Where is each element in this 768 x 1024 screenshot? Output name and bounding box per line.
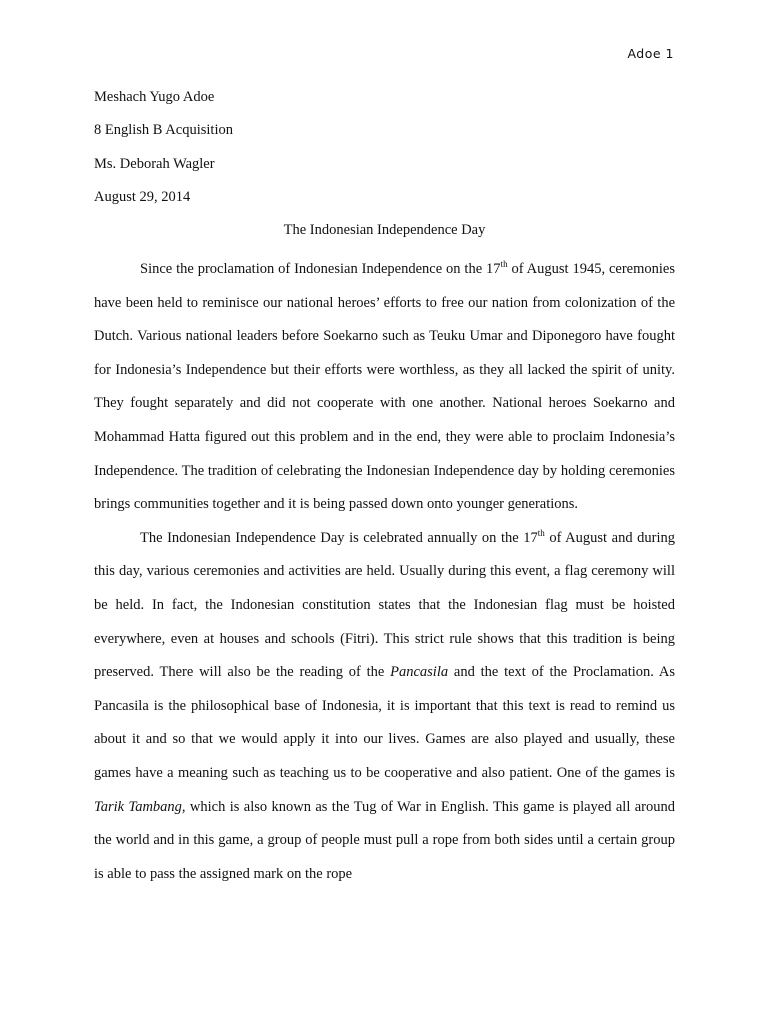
p1-text-a: Since the proclamation of Indonesian Independence on the 17 [140, 261, 501, 277]
essay-title: The Indonesian Independence Day [283, 222, 486, 238]
paragraph-1 [94, 253, 675, 522]
p1-ordinal-suffix: th [500, 259, 508, 269]
essay-body [94, 253, 675, 891]
course-name: 8 English B Acquisition [94, 122, 233, 138]
p2-text-c: and the text of the Proclamation. As Pancasila is the philosophical base of Indonesia, it is important that this text is read to remind us about it and so that we would apply it into our lives. Games are also played and usually, these games have a meaning such as teaching us to be cooperative and also patient. One of the games is [94, 664, 675, 781]
author-name: Meshach Yugo Adoe [94, 89, 215, 105]
essay-date: August 29, 2014 [94, 189, 191, 205]
p2-text-a: The Indonesian Independence Day is celebrated annually on the 17 [140, 529, 538, 546]
paragraph-2 [94, 522, 675, 892]
p2-term-tarik-tambang: Tarik Tambang [94, 798, 182, 815]
p1-text-b: of August 1945, ceremonies have been held to reminisce our national heroes’ efforts to free our nation from colonization of the Dutch. Various national leaders before Soekarno such as Teuku Umar and Diponegoro have fought for Indonesia’s Independence but their efforts were worthless, as they all lacked the spirit of unity. They fought separately and did not cooperate with one another. National heroes Soekarno and Mohammad Hatta figured out this problem and in the end, they were able to proclaim Indonesia’s Independence. The tradition of celebrating the Indonesian Independence day by holding ceremonies brings communities together and it is being passed down onto younger generations. [94, 261, 675, 513]
p2-text-b: of August and during this day, various ceremonies and activities are held. Usually during this event, a flag ceremony will be held. In fact, the Indonesian constitution states that the Indonesian flag must be hoisted everywhere, even at houses and schools (Fitri). This strict rule shows that this tradition is being preserved. There will also be the reading of the [94, 529, 675, 681]
running-head: Adoe 1 [627, 46, 674, 61]
p2-text-d: , which is also known as the Tug of War in English. This game is played all around the world and in this game, a group of people must pull a rope from both sides until a certain group is able to pass the assigned mark on the rope [94, 798, 675, 882]
teacher-name: Ms. Deborah Wagler [94, 156, 215, 172]
p2-term-pancasila: Pancasila [390, 664, 449, 681]
p2-ordinal-suffix: th [537, 527, 545, 538]
